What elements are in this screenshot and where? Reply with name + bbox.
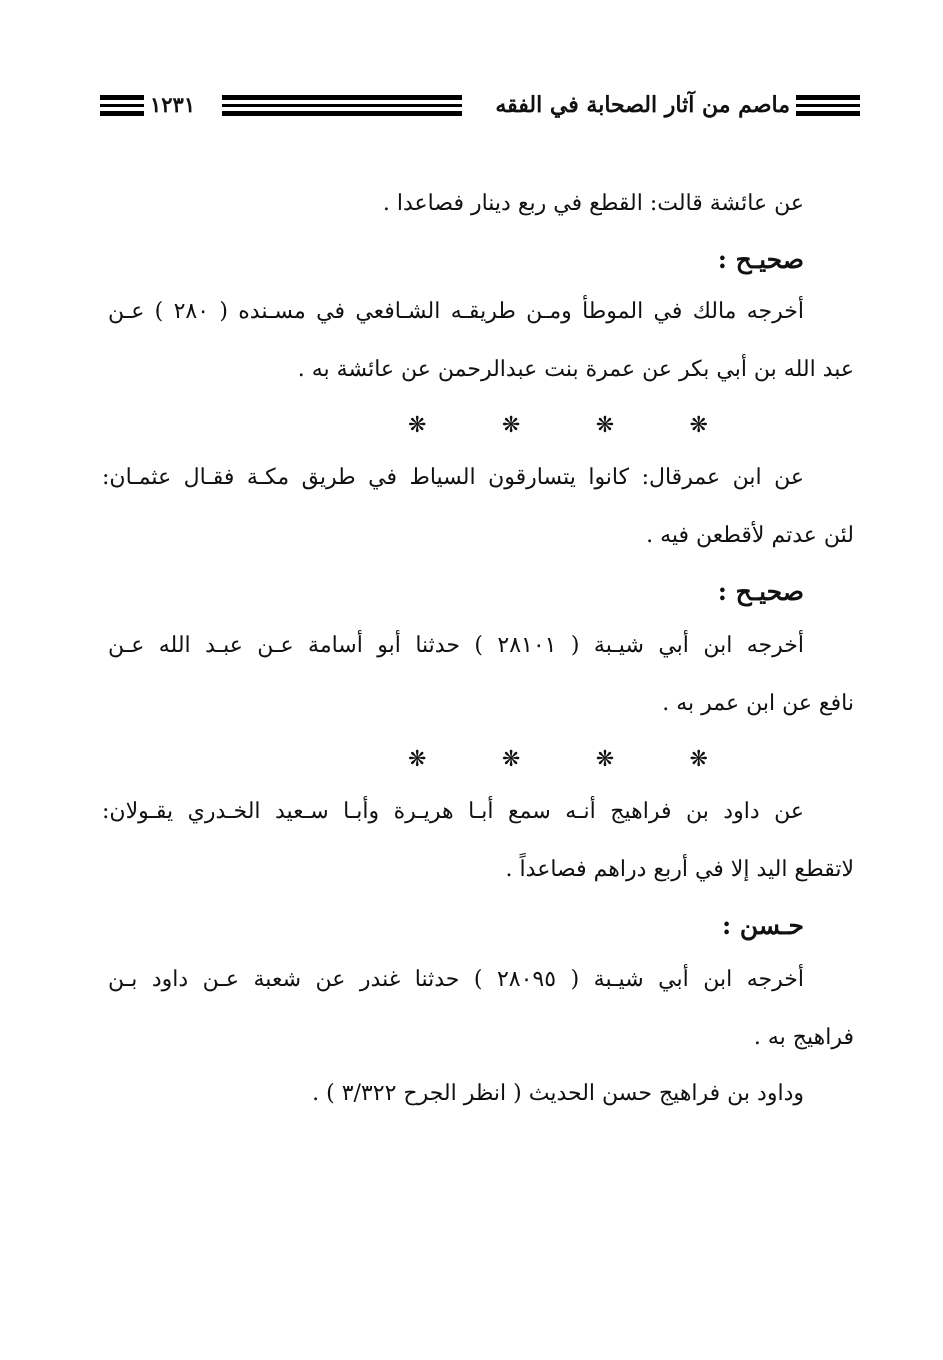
- main-text: [102, 0, 854, 1360]
- separator-ornament-icon: ❋: [689, 413, 708, 438]
- page-number: ١٢٣١: [150, 92, 196, 117]
- hadith-text: عن داود بن فراهيج أنـه سمع أبـا هريـرة وأبـا سـعيد الخـدري يقـولان:: [102, 799, 804, 824]
- grade-heading: صحيـح :: [717, 245, 804, 274]
- separator-ornament-icon: ❋: [595, 413, 615, 438]
- section-separator: [408, 408, 708, 443]
- hadith-text: لاتقطع اليد إلا في أربع دراهم فصاعداً .: [505, 857, 854, 882]
- separator-ornament-icon: ❋: [689, 747, 708, 772]
- grade-heading: حـسن :: [721, 911, 804, 940]
- hadith-text: عن عائشة قالت: القطع في ربع دينار فصاعدا .: [382, 191, 804, 216]
- separator-ornament-icon: ❋: [501, 413, 521, 438]
- takhrij-text: أخرجه ابن أبي شيـبة ( ٢٨٠٩٥ ) حدثنا غندر عن شعبة عـن داود بـن: [108, 967, 804, 992]
- hadith-text: لئن عدتم لأقطعن فيه .: [646, 523, 854, 548]
- separator-ornament-icon: ❋: [595, 747, 615, 772]
- separator-ornament-icon: ❋: [501, 747, 521, 772]
- hadith-text: عن ابن عمرقال: كانوا يتسارقون السياط في طريق مكـة فقـال عثمـان:: [102, 465, 804, 490]
- takhrij-text: عبد الله بن أبي بكر عن عمرة بنت عبدالرحمن عن عائشة به .: [297, 357, 854, 382]
- takhrij-text: فراهيج به .: [753, 1025, 854, 1050]
- section-separator: [408, 742, 708, 777]
- note-text: وداود بن فراهيج حسن الحديث ( انظر الجرح ٣/٣٢٢ ) .: [312, 1081, 804, 1106]
- takhrij-text: نافع عن ابن عمر به .: [662, 691, 854, 716]
- grade-heading: صحيـح :: [717, 577, 804, 606]
- separator-ornament-icon: ❋: [408, 413, 427, 438]
- takhrij-text: أخرجه مالك في الموطأ ومـن طريقـه الشـافعي في مسـنده ( ٢٨٠ ) عـن: [108, 299, 804, 324]
- takhrij-text: أخرجه ابن أبي شيـبة ( ٢٨١٠١ ) حدثنا أبو أسامة عـن عبـد الله عـن: [108, 633, 804, 658]
- header-title: ماصم من آثار الصحابة في الفقه: [495, 92, 790, 118]
- separator-ornament-icon: ❋: [408, 747, 427, 772]
